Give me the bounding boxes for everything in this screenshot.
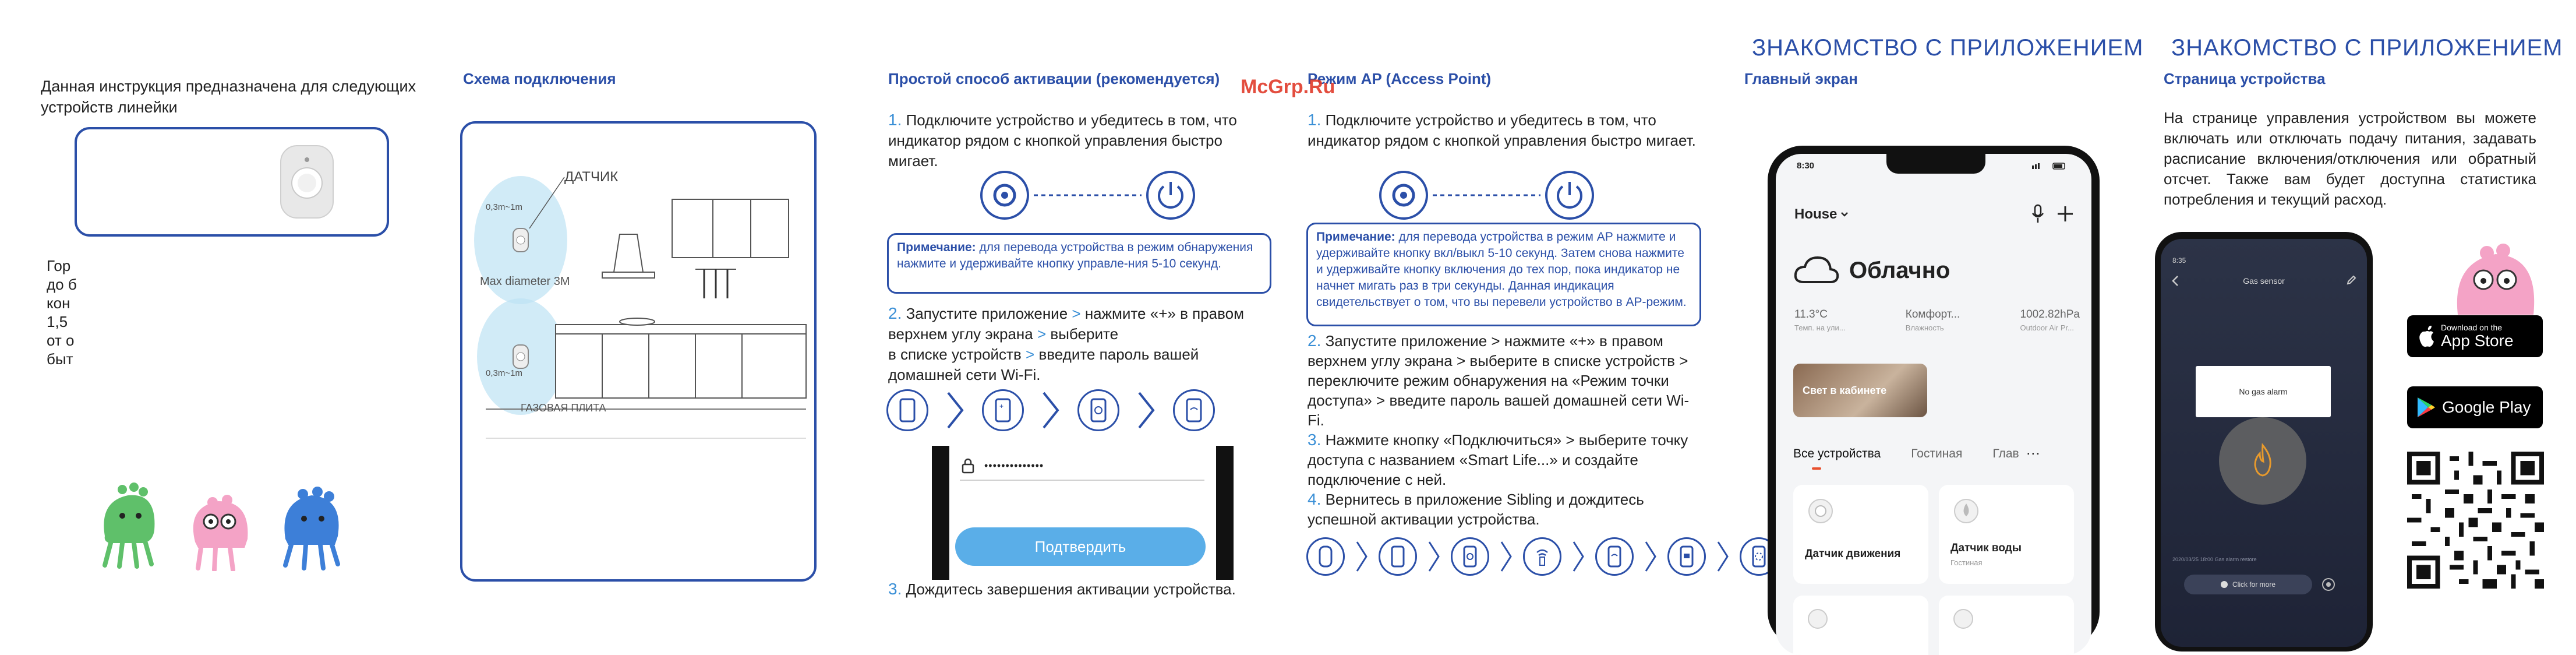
p4-step4	[1308, 490, 1704, 529]
connect-icon	[1667, 537, 1706, 576]
device-card[interactable]	[1793, 485, 1928, 584]
step-number: 2.	[1308, 332, 1321, 350]
tab-living-room[interactable]: Гостиная	[1911, 446, 1963, 460]
intro-text: Данная инструкция предназначена для следующих устройств линейки	[41, 78, 416, 116]
kitchen-scheme-diagram	[462, 124, 814, 579]
chevron-right-icon	[1499, 537, 1514, 576]
google-play-badge[interactable]	[2407, 386, 2543, 428]
chevron-right-icon	[944, 389, 967, 431]
cut-line: до б	[47, 276, 77, 293]
step-text: Запустите приложение > нажмите «+» в правом верхнем углу экрана > выберите в списке устройств > переключите режим обнаружения на «Режим точки доступа» > введите пароль вашей домашней сети Wi-Fi.	[1308, 332, 1690, 429]
qr-code	[2407, 452, 2544, 589]
step-number: 1.	[1308, 111, 1321, 129]
stat-item	[2020, 308, 2080, 332]
chevron-down-icon	[1840, 212, 1849, 217]
max-diameter-label: Max diameter 3M	[480, 275, 570, 288]
step-text: Дождитесь завершения активации устройства.	[906, 580, 1236, 598]
phone-app-icon	[886, 389, 928, 431]
cut-line: 1,5	[47, 313, 68, 330]
p4-step-icons	[1306, 537, 1778, 576]
device-select-icon	[1451, 537, 1489, 576]
pairing-diagram	[978, 169, 1200, 221]
phone-edge-left	[932, 446, 949, 580]
weather-stats	[1794, 308, 2080, 332]
device-name: Датчик движения	[1805, 548, 1901, 560]
panel2-title: Схема подключения	[463, 70, 616, 87]
device-room: Гостиная	[1950, 558, 1983, 567]
p4-step2	[1308, 331, 1704, 430]
lock-icon	[961, 457, 975, 474]
sensor-label: ДАТЧИК	[564, 169, 619, 185]
panel5-subtitle: Главный экран	[1744, 70, 1858, 87]
note-label: Примечание:	[897, 241, 976, 254]
alarm-popup: No gas alarm	[2196, 366, 2331, 417]
panel6-subtitle: Страница устройства	[2164, 70, 2326, 87]
chevron-right-icon	[1135, 389, 1158, 431]
device-icon	[1806, 607, 1829, 631]
home-name: House	[1794, 206, 1838, 222]
top-distance-label: 0,3m~1m	[486, 202, 522, 212]
stove-label: ГАЗОВАЯ ПЛИТА	[521, 402, 606, 414]
phone-home	[1768, 146, 2100, 647]
flame-icon	[2248, 443, 2277, 478]
edit-icon[interactable]	[2346, 275, 2356, 286]
device-icon	[1306, 537, 1345, 576]
password-field[interactable]	[961, 453, 1206, 478]
water-sensor-icon	[1952, 496, 1981, 526]
panel6-title: ЗНАКОМСТВО С ПРИЛОЖЕНИЕМ	[2171, 35, 2563, 61]
p3-phone-snippet	[932, 446, 1234, 580]
step-text: Нажмите кнопку «Подключиться» > выберите точку доступа с названием «Smart Life...» и создайте подключение с ней.	[1308, 431, 1688, 488]
google-play-icon	[2415, 396, 2435, 418]
gas-sensor-image	[275, 141, 339, 223]
p4-step3	[1308, 430, 1704, 490]
step-number: 4.	[1308, 490, 1321, 508]
ap-mode-icon	[1523, 537, 1561, 576]
watermark: McGrp.Ru	[1241, 76, 1335, 98]
cut-line: быт	[47, 350, 73, 368]
chevron-right-icon	[1571, 537, 1586, 576]
stat-label: Темп. на ули...	[1794, 323, 1846, 332]
stat-item	[1906, 308, 1960, 332]
phone-app-icon	[1379, 537, 1417, 576]
settings-icon[interactable]	[2321, 577, 2336, 592]
p4-step1	[1308, 110, 1704, 151]
p3-step1	[888, 110, 1267, 171]
step-number: 2.	[888, 304, 902, 322]
motion-sensor-icon	[1806, 496, 1835, 526]
note-text: для перевода устройства в режим AP нажмите и удерживайте кнопку вкл/выкл 5-10 секунд. Затем снова нажмите и удерживайте кнопку включения до тех пор, пока индикатор не начнет мигать раз в три секунды. Данная индикация свидетельствует о том, что вы перевели устройство в AP-режим.	[1316, 230, 1687, 309]
stat-value: 1002.82hPa	[2020, 308, 2080, 321]
mascots-illustration	[87, 466, 361, 571]
arrow-icon: >	[1072, 305, 1081, 322]
step-number: 3.	[888, 580, 902, 598]
panel4-title: Режим AP (Access Point)	[1308, 70, 1492, 87]
weather-label: Облачно	[1849, 258, 1950, 283]
svg-text:+: +	[999, 402, 1004, 410]
panel6-body: На странице управления устройством вы можете включать или отключать подачу питания, задавать расписание включения/отключения или обратный отсчет. Также вам будет доступна статистика потребления и текущий расход.	[2164, 109, 2536, 208]
device-icon	[1952, 607, 1975, 631]
home-screen	[1776, 154, 2091, 655]
cut-line: кон	[47, 294, 70, 312]
app-store-small: Download on the	[2441, 323, 2503, 332]
status-icons	[2032, 162, 2067, 169]
log-entry: 2020/03/25 18:00 Gas alarm restore	[2172, 557, 2257, 562]
device-select-icon	[1077, 389, 1119, 431]
step-number: 1.	[888, 111, 902, 129]
panel3-title: Простой способ активации (рекомендуется)	[888, 70, 1220, 87]
cut-line: от о	[47, 332, 75, 349]
status-time: 8:30	[1797, 161, 1815, 171]
p4-note	[1306, 223, 1701, 326]
device-name: Датчик воды	[1950, 542, 2022, 554]
device-card[interactable]	[1939, 596, 2074, 655]
stat-label: Влажность	[1905, 323, 1944, 332]
microphone-icon[interactable]	[2031, 204, 2045, 224]
chevron-right-icon	[1643, 537, 1658, 576]
app-store-large: App Store	[2441, 332, 2514, 350]
stat-item	[1794, 308, 1846, 332]
device-card[interactable]	[1793, 596, 1928, 655]
step-text: введите пароль вашей домашней сети Wi-Fi.	[888, 346, 1199, 383]
chevron-right-icon	[1426, 537, 1441, 576]
wifi-password-icon	[1595, 537, 1634, 576]
cut-text-block	[47, 256, 77, 368]
step-number: 3.	[1308, 431, 1321, 449]
scene-card[interactable]: Свет в кабинете	[1793, 364, 1927, 417]
panel5-title: ЗНАКОМСТВО С ПРИЛОЖЕНИЕМ	[1752, 35, 2144, 61]
chevron-right-icon	[1354, 537, 1369, 576]
cut-line: Гор	[47, 257, 71, 274]
step-text: Подключите устройство и убедитесь в том, что индикатор рядом с кнопкой управления быстро мигает.	[1308, 111, 1696, 149]
room-tabs	[1793, 445, 2079, 462]
pink-mascot-illustration	[2446, 233, 2545, 315]
bottom-distance-label: 0,3m~1m	[486, 368, 522, 378]
status-time: 8:35	[2172, 256, 2186, 265]
tab-all-devices[interactable]: Все устройства	[1793, 446, 1881, 460]
step-text: в списке устройств	[888, 346, 1022, 363]
step-text: Подключите устройство и убедитесь в том, что индикатор рядом с кнопкой управления быстро мигает.	[888, 111, 1237, 170]
chevron-right-icon	[1715, 537, 1730, 576]
p3-step3	[888, 579, 1273, 600]
note-label: Примечание:	[1316, 230, 1395, 244]
step-text: Вернитесь в приложение Sibling и дождитесь успешной активации устройства.	[1308, 491, 1644, 528]
p3-note	[887, 233, 1271, 294]
add-device-icon[interactable]	[2056, 205, 2074, 223]
step-text: выберите	[1050, 325, 1119, 343]
arrow-icon: >	[1037, 325, 1047, 343]
stat-label: Outdoor Air Pr...	[2020, 323, 2074, 332]
chevron-right-icon	[1039, 389, 1062, 431]
step-text: Запустите приложение	[906, 305, 1068, 322]
home-selector[interactable]	[1794, 206, 1849, 223]
field-underline	[960, 480, 1204, 481]
wifi-password-icon	[1173, 389, 1215, 431]
step-text: нажмите «+» в правом верхнем углу экрана	[888, 305, 1244, 343]
device-frame	[75, 127, 389, 237]
device-card[interactable]	[1939, 485, 2074, 584]
arrow-icon: >	[1026, 346, 1035, 363]
info-icon	[2221, 581, 2228, 588]
device-screen	[2161, 239, 2367, 647]
cloud-icon	[1793, 253, 1840, 288]
p4-steps	[1308, 331, 1704, 529]
click-more-label: Click for more	[2232, 580, 2275, 589]
stat-value: 11.3°C	[1794, 308, 1828, 321]
phone-device	[2155, 232, 2373, 652]
phone-edge-right	[1216, 446, 1234, 580]
app-store-badge[interactable]	[2407, 315, 2543, 357]
ap-pairing-diagram	[1377, 169, 1599, 221]
click-more-button[interactable]	[2184, 575, 2312, 594]
stat-value: Комфорт...	[1905, 308, 1960, 321]
app-store-text	[2441, 323, 2514, 350]
apple-logo-icon	[2415, 325, 2435, 348]
tab-indicator	[1812, 467, 1821, 470]
phone-plus-icon	[982, 389, 1024, 431]
password-mask: ••••••••••••••	[984, 459, 1044, 471]
device-title: Gas sensor	[2243, 276, 2285, 286]
p3-step2	[888, 303, 1273, 385]
notch	[1886, 154, 1985, 174]
tab-main[interactable]: Глав	[1992, 446, 2019, 460]
google-play-label: Google Play	[2442, 398, 2531, 416]
more-icon[interactable]: ⋯	[2026, 446, 2040, 462]
note-text: для перевода устройства в режим обнаружения нажмите и удерживайте кнопку управле-ния 5-10 секунд.	[897, 241, 1253, 270]
p3-step-icons	[886, 389, 1215, 431]
scheme-frame	[460, 121, 817, 582]
confirm-button[interactable]: Подтвердить	[955, 527, 1206, 566]
